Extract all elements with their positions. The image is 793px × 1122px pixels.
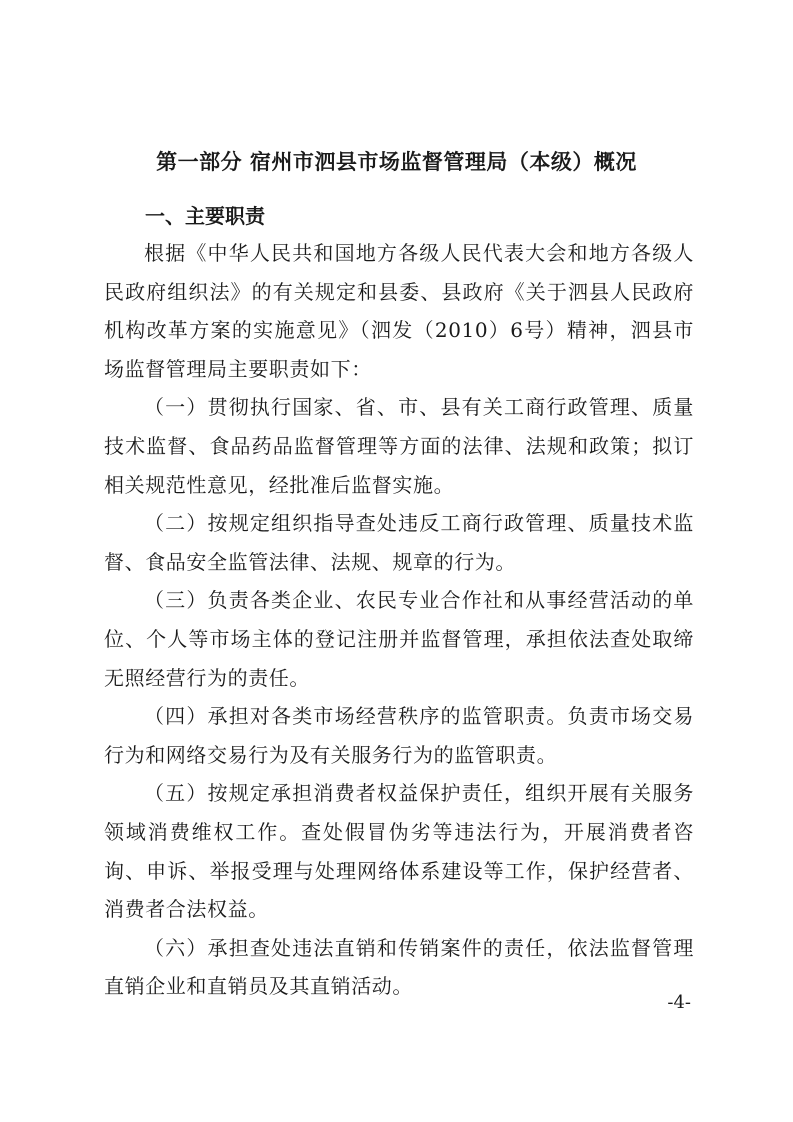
paragraph: （六）承担查处违法直销和传销案件的责任，依法监督管理直销企业和直销员及其直销活动。 [104,935,694,999]
paragraph: （一）贯彻执行国家、省、市、县有关工商行政管理、质量技术监督、食品药品监督管理等方面的法律、法规和政策；拟订相关规范性意见，经批准后监督实施。 [104,395,694,497]
paragraph: （三）负责各类企业、农民专业合作社和从事经营活动的单位、个人等市场主体的登记注册并监督管理，承担依法查处取缔无照经营行为的责任。 [104,588,694,690]
section-heading: 一、主要职责 [145,204,265,228]
body-text [104,234,694,1006]
page-number: -4- [667,992,691,1013]
document-title: 第一部分 宿州市泗县市场监督管理局（本级）概况 [156,150,637,174]
paragraph: 根据《中华人民共和国地方各级人民代表大会和地方各级人民政府组织法》的有关规定和县委、县政府《关于泗县人民政府机构改革方案的实施意见》（泗发（2010）6号）精神，泗县市场监督管理局主要职责如下： [104,241,694,381]
paragraph: （五）按规定承担消费者权益保护责任，组织开展有关服务领域消费维权工作。查处假冒伪劣等违法行为，开展消费者咨询、申诉、举报受理与处理网络体系建设等工作，保护经营者、消费者合法权益。 [104,781,694,922]
paragraph: （二）按规定组织指导查处违反工商行政管理、质量技术监督、食品安全监管法律、法规、规章的行为。 [104,511,694,574]
paragraph: （四）承担对各类市场经营秩序的监管职责。负责市场交易行为和网络交易行为及有关服务行为的监管职责。 [104,704,694,767]
